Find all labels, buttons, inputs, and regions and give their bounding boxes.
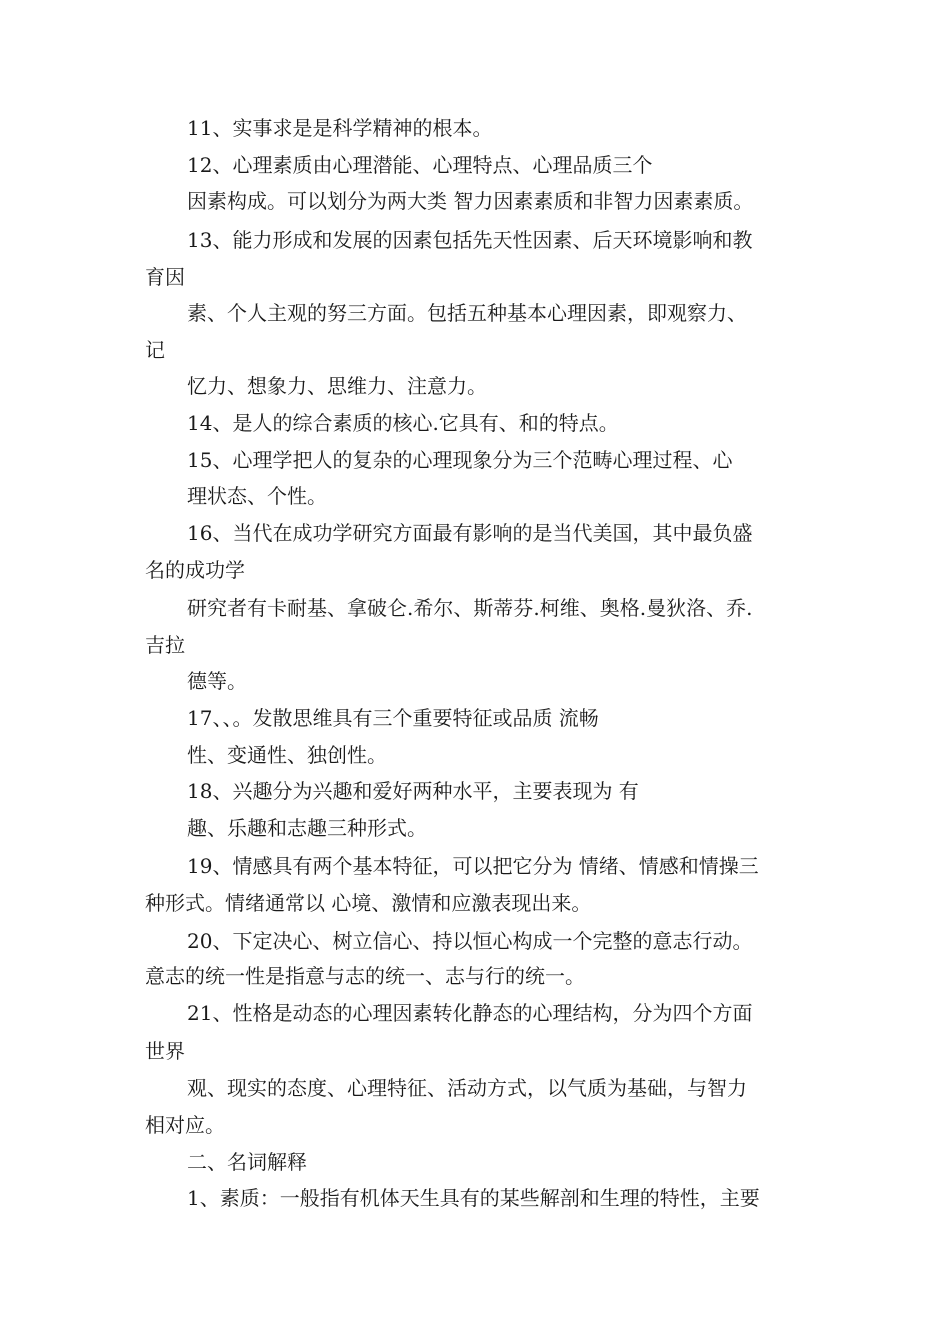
- text-line: 记: [145, 338, 165, 362]
- section-heading: 二、名词解释: [187, 1150, 307, 1174]
- text-line: 理状态、个性。: [187, 484, 327, 508]
- text-line: 13、能力形成和发展的因素包括先天性因素、后天环境影响和教: [187, 228, 753, 252]
- text-line: 研究者有卡耐基、拿破仑.希尔、斯蒂芬.柯维、奥格.曼狄洛、乔.: [187, 596, 753, 620]
- text-line: 19、情感具有两个基本特征，可以把它分为 情绪、情感和情操三: [187, 854, 759, 878]
- text-line: 观、现实的态度、心理特征、活动方式，以气质为基础，与智力: [187, 1076, 747, 1100]
- text-line: 吉拉: [145, 633, 185, 657]
- text-line: 忆力、想象力、思维力、注意力。: [187, 374, 487, 398]
- text-line: 育因: [145, 265, 185, 289]
- text-line: 20、下定决心、树立信心、持以恒心构成一个完整的意志行动。: [187, 929, 753, 953]
- text-line: 12、心理素质由心理潜能、心理特点、心理品质三个: [187, 153, 653, 177]
- text-line: 素、个人主观的努三方面。包括五种基本心理因素，即观察力、: [187, 301, 747, 325]
- text-line: 性、变通性、独创性。: [187, 743, 387, 767]
- text-line: 16、当代在成功学研究方面最有影响的是当代美国，其中最负盛: [187, 521, 753, 545]
- text-line: 相对应。: [145, 1113, 225, 1137]
- text-line: 种形式。情绪通常以 心境、激情和应激表现出来。: [145, 891, 592, 915]
- text-line: 1、素质：一般指有机体天生具有的某些解剖和生理的特性，主要: [187, 1186, 760, 1210]
- text-line: 趣、乐趣和志趣三种形式。: [187, 816, 427, 840]
- text-line: 世界: [145, 1039, 185, 1063]
- text-line: 意志的统一性是指意与志的统一、志与行的统一。: [145, 964, 585, 988]
- text-line: 18、兴趣分为兴趣和爱好两种水平，主要表现为 有: [187, 779, 639, 803]
- text-line: 德等。: [187, 669, 247, 693]
- text-line: 17、、。发散思维具有三个重要特征或品质 流畅: [187, 706, 599, 730]
- text-line: 15、心理学把人的复杂的心理现象分为三个范畴心理过程、心: [187, 448, 733, 472]
- text-line: 11、实事求是是科学精神的根本。: [187, 116, 493, 140]
- text-line: 14、是人的综合素质的核心.它具有、和的特点。: [187, 411, 619, 435]
- text-line: 21、性格是动态的心理因素转化静态的心理结构，分为四个方面: [187, 1001, 753, 1025]
- text-line: 名的成功学: [145, 558, 245, 582]
- text-line: 因素构成。可以划分为两大类 智力因素素质和非智力因素素质。: [187, 189, 754, 213]
